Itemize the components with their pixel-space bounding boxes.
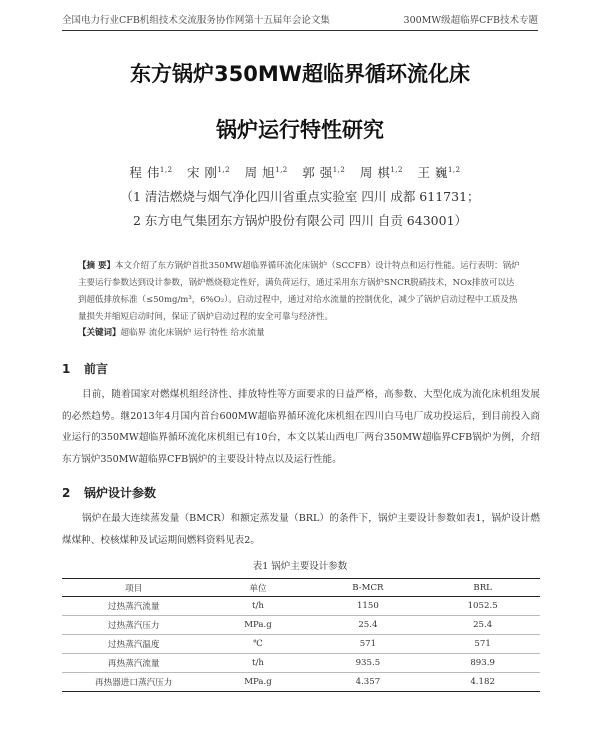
author: 王 巍$^{1,2}$ (417, 165, 461, 180)
keywords-text: 超临界 流化床锅炉 运行特性 给水流量 (120, 328, 265, 338)
table-row (62, 654, 540, 673)
table-header-cell: B-MCR (311, 579, 426, 597)
table-cell: 1150 (311, 597, 426, 616)
table-cell: MPa.g (205, 616, 310, 635)
section-paragraph: 目前，随着国家对燃煤机组经济性、排放特性等方面要求的日益严格，高参数、大型化成为流化床机组发展的必然趋势。继2013年4月国内首台600MW超临界循环流化床机组在四川白马电厂成功投运后，到目前投入商业运行的350MW超临界循环流化床机组已有10台，本文以某山西电厂两台350MW超临界CFB锅炉为例，介绍东方锅炉350MW超临界CFB锅炉的主要设计特点以及运行性能。 (62, 389, 540, 465)
table-cell: t/h (205, 654, 310, 673)
header-left: 全国电力行业CFB机组技术交流服务协作网第十五届年会论文集 (62, 15, 330, 26)
paper-title-line-2: 锅炉运行特性研究 (216, 118, 384, 142)
table-cell: 再热蒸汽流量 (62, 654, 205, 673)
running-header (62, 10, 538, 31)
author-list (0, 163, 600, 181)
keywords (78, 326, 522, 338)
abstract-text: 本文介绍了东方锅炉首批350MW超临界循环流化床锅炉（SCCFB）设计特点和运行性能。运行表明：锅炉主要运行参数达到设计参数，锅炉燃烧稳定性好，满负荷运行，通过采用东方锅炉SNCR脱硝技术，NOx排放可以达到超低排放标准（≤50mg/m³，6%O₂）。启动过程中，通过对给水流量的控制优化，减少了锅炉启动过程中工质及热量损失并缩短启动时间，保证了锅炉启动过程的安全可靠与经济性。 (78, 261, 520, 322)
author: 郭 强$^{1,2}$ (302, 165, 346, 180)
table-cell: ℃ (205, 635, 310, 654)
table-cell: 过热蒸汽流量 (62, 597, 205, 616)
affiliation-2: 2 东方电气集团东方锅炉股份有限公司 四川 自贡 643001） (132, 213, 468, 228)
author: 宋 刚$^{1,2}$ (187, 165, 231, 180)
table-cell: 25.4 (425, 616, 540, 635)
section-paragraph: 锅炉在最大连续蒸发量（BMCR）和额定蒸发量（BRL）的条件下，锅炉主要设计参数如表1，锅炉设计燃煤煤种、校核煤种及试运期间燃料资料见表2。 (62, 513, 540, 546)
table-cell: 4.182 (470, 677, 495, 687)
table-row (62, 635, 540, 654)
table-caption: 表1 锅炉主要设计参数 (252, 561, 348, 572)
keywords-label: 【关键词】 (78, 328, 121, 338)
author: 程 伟$^{1,2}$ (129, 165, 173, 180)
table-cell: MPa.g (244, 677, 272, 687)
table-cell: 571 (311, 635, 426, 654)
table-cell: 935.5 (311, 654, 426, 673)
table-row (62, 597, 540, 616)
table-cell: 再热器进口蒸汽压力 (95, 678, 173, 688)
paper-title-line-1: 东方锅炉350MW超临界循环流化床 (130, 62, 470, 86)
design-parameters-table (62, 578, 540, 692)
abstract (78, 258, 522, 326)
affiliation-1: （1 清洁燃烧与烟气净化四川省重点实验室 四川 成都 611731； (120, 189, 480, 204)
author: 周 棋$^{1,2}$ (359, 165, 403, 180)
section-heading: 2 锅炉设计参数 (62, 486, 157, 500)
table-header-cell: 项目 (62, 579, 205, 597)
table-cell: 25.4 (311, 616, 426, 635)
table-cell: 1052.5 (425, 597, 540, 616)
table-cell: 571 (425, 635, 540, 654)
table-header-cell: 单位 (205, 579, 310, 597)
table-cell: 过热蒸汽温度 (62, 635, 205, 654)
abstract-label: 【摘 要】 (78, 261, 115, 271)
table-header-cell: BRL (425, 579, 540, 597)
table-row (62, 673, 540, 692)
table-cell: 4.357 (355, 677, 381, 687)
header-right: 300MW级超临界CFB技术专题 (403, 15, 538, 26)
table-cell: 过热蒸汽压力 (62, 616, 205, 635)
table-header-row (62, 579, 540, 597)
section-heading: 1 前言 (62, 362, 109, 376)
table-cell: 893.9 (425, 654, 540, 673)
table-row (62, 616, 540, 635)
author: 周 旭$^{1,2}$ (244, 165, 288, 180)
table-cell: t/h (205, 597, 310, 616)
